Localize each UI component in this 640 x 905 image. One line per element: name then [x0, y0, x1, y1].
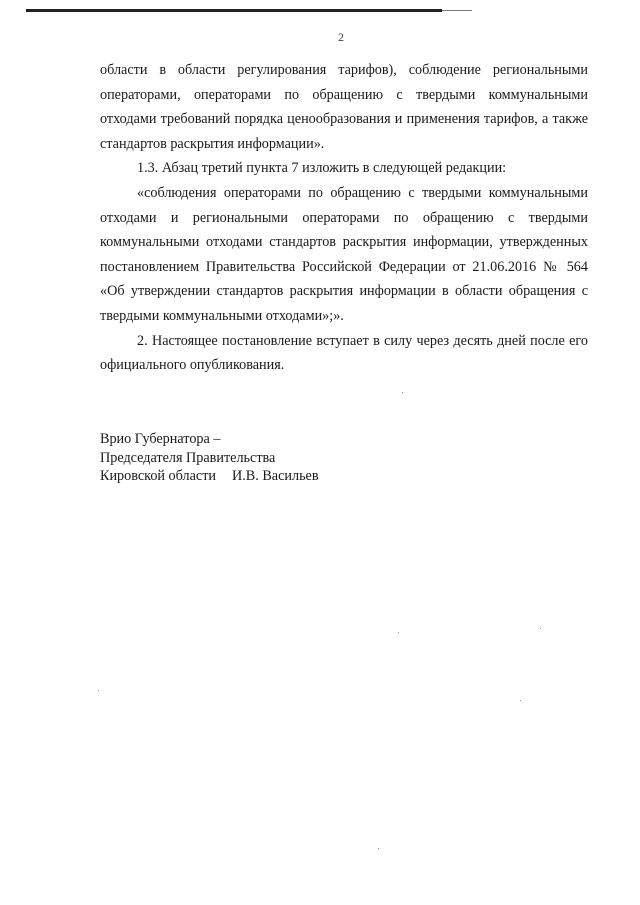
paragraph-quoted-amendment: «соблюдения операторами по обращению с твердыми коммунальными отходами и региональными операторами по обращению с твердыми коммунальными отходами стандартов раскрытия информации, утвержденных постановлением Правительства Российской Федерации от 21.06.2016 № 564 «Об утверждении стандартов раскрытия информации в области обращения с твердыми коммунальными отходами»;».	[100, 184, 588, 324]
scan-speck	[540, 628, 541, 629]
scan-speck	[98, 690, 99, 691]
scan-speck	[520, 700, 521, 701]
top-rule-tail	[442, 10, 472, 11]
signature-title-line-1: Врио Губернатора –	[100, 431, 221, 447]
top-rule	[26, 9, 442, 12]
paragraph-continuation: области в области регулирования тарифов), соблюдение региональными операторами, операторами по обращению с твердыми коммунальными отходами требований порядка ценообразования и применения тарифов, а также стандартов раскрытия информации».	[100, 62, 588, 152]
signature-title-line-2: Председателя Правительства	[100, 449, 276, 466]
signature-title-line-3	[100, 467, 319, 486]
signatory-name: И.В. Васильев	[232, 468, 319, 484]
page-number: 2	[338, 30, 344, 44]
signature-region: Кировской области	[100, 468, 216, 484]
signature-block	[100, 430, 319, 486]
scan-speck	[402, 392, 403, 393]
scan-speck	[378, 848, 379, 849]
paragraph-effective-date: 2. Настоящее постановление вступает в силу через десять дней после его официального опубликования.	[100, 332, 588, 374]
document-body	[100, 58, 588, 378]
paragraph-clause-1-3: 1.3. Абзац третий пункта 7 изложить в следующей редакции:	[137, 160, 507, 177]
scan-speck	[398, 632, 399, 633]
